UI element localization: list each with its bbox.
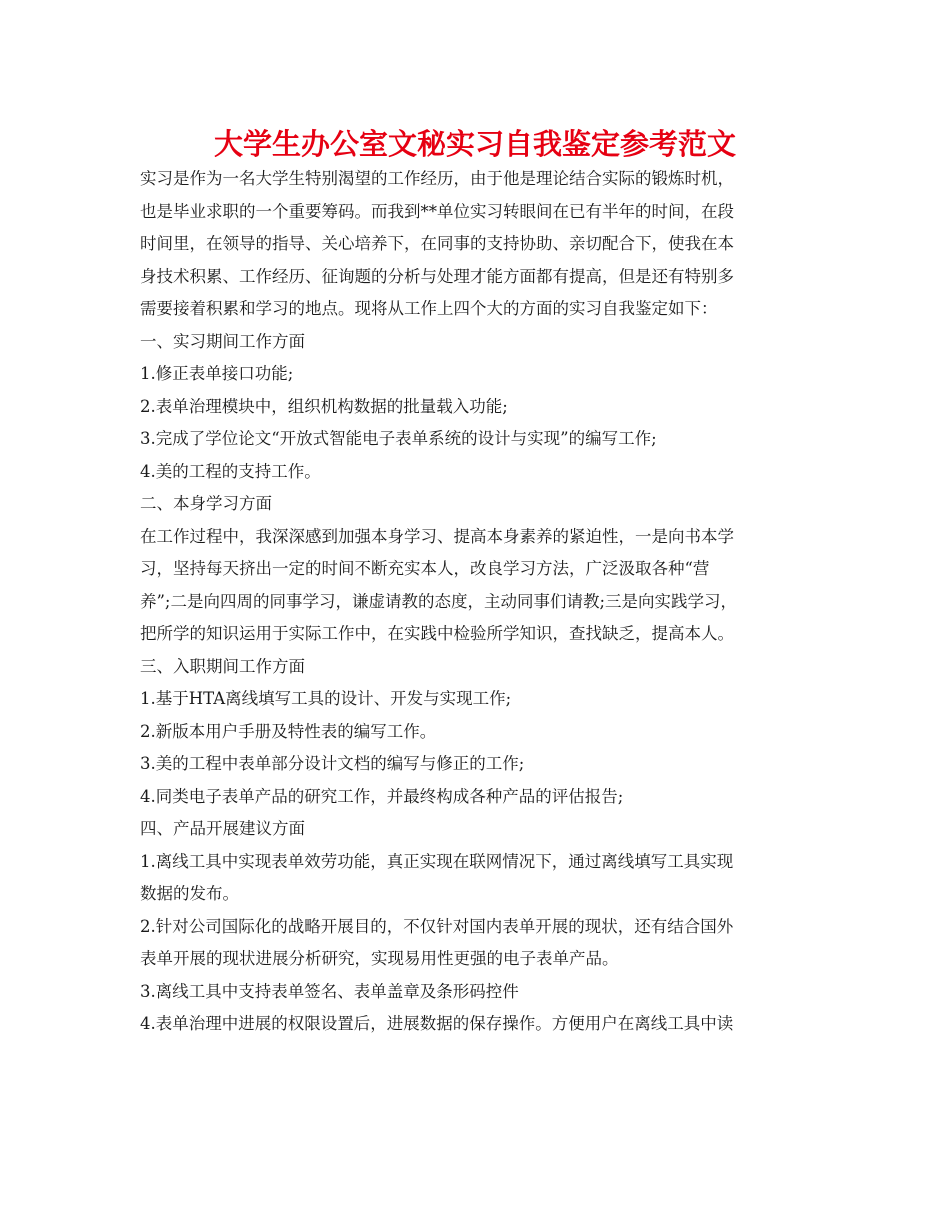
paragraph-line: 也是毕业求职的一个重要筹码。而我到**单位实习转眼间在已有半年的时间，在段 — [140, 201, 734, 221]
list-item: 1.基于HTA离线填写工具的设计、开发与实现工作; — [140, 689, 512, 708]
list-item: 2.表单治理模块中，组织机构数据的批量载入功能; — [140, 396, 508, 416]
list-item: 2.新版本用户手册及特性表的编写工作。 — [140, 721, 437, 741]
paragraph-line: 养”;二是向四周的同事学习，谦虚请教的态度，主动同事们请教;三是向实践学习， — [140, 591, 738, 611]
document-title: 大学生办公室文秘实习自我鉴定参考范文 — [213, 127, 736, 161]
list-item: 3.完成了学位论文“开放式智能电子表单系统的设计与实现”的编写工作; — [140, 429, 657, 448]
list-item: 1.离线工具中实现表单效劳功能，真正实现在联网情况下，通过离线填写工具实现 — [140, 851, 734, 871]
paragraph-line: 实习是作为一名大学生特别渴望的工作经历，由于他是理论结合实际的锻炼时机， — [140, 169, 734, 188]
paragraph-line: 习，坚持每天挤出一定的时间不断充实本人，改良学习方法，广泛汲取各种“营 — [140, 559, 710, 578]
section-heading: 四、产品开展建议方面 — [140, 819, 305, 838]
paragraph-line: 时间里，在领导的指导、关心培养下，在同事的支持协助、亲切配合下，使我在本 — [140, 234, 734, 253]
document-body — [140, 163, 820, 1041]
section-heading: 一、实习期间工作方面 — [140, 331, 305, 351]
section-heading: 二、本身学习方面 — [140, 494, 272, 513]
list-item: 1.修正表单接口功能; — [140, 364, 294, 383]
list-item: 4.表单治理中进展的权限设置后，进展数据的保存操作。方便用户在离线工具中读 — [140, 1014, 734, 1033]
section-heading: 三、入职期间工作方面 — [140, 656, 305, 676]
list-item: 4.美的工程的支持工作。 — [140, 461, 321, 481]
paragraph-line: 需要接着积累和学习的地点。现将从工作上四个大的方面的实习自我鉴定如下： — [140, 299, 718, 318]
paragraph-line: 把所学的知识运用于实际工作中，在实践中检验所学知识，查找缺乏，提高本人。 — [140, 624, 734, 643]
list-item-continuation: 数据的发布。 — [140, 884, 239, 903]
paragraph-line: 在工作过程中，我深深感到加强本身学习、提高本身素养的紧迫性，一是向书本学 — [140, 526, 734, 546]
list-item: 4.同类电子表单产品的研究工作，并最终构成各种产品的评估报告; — [140, 786, 624, 806]
list-item: 3.离线工具中支持表单签名、表单盖章及条形码控件 — [140, 981, 519, 1001]
list-item: 2.针对公司国际化的战略开展目的，不仅针对国内表单开展的现状，还有结合国外 — [140, 916, 734, 936]
list-item-continuation: 表单开展的现状进展分析研究，实现易用性更强的电子表单产品。 — [140, 949, 619, 968]
paragraph-line: 身技术积累、工作经历、征询题的分析与处理才能方面都有提高，但是还有特别多 — [140, 266, 734, 286]
list-item: 3.美的工程中表单部分设计文档的编写与修正的工作; — [140, 754, 525, 773]
